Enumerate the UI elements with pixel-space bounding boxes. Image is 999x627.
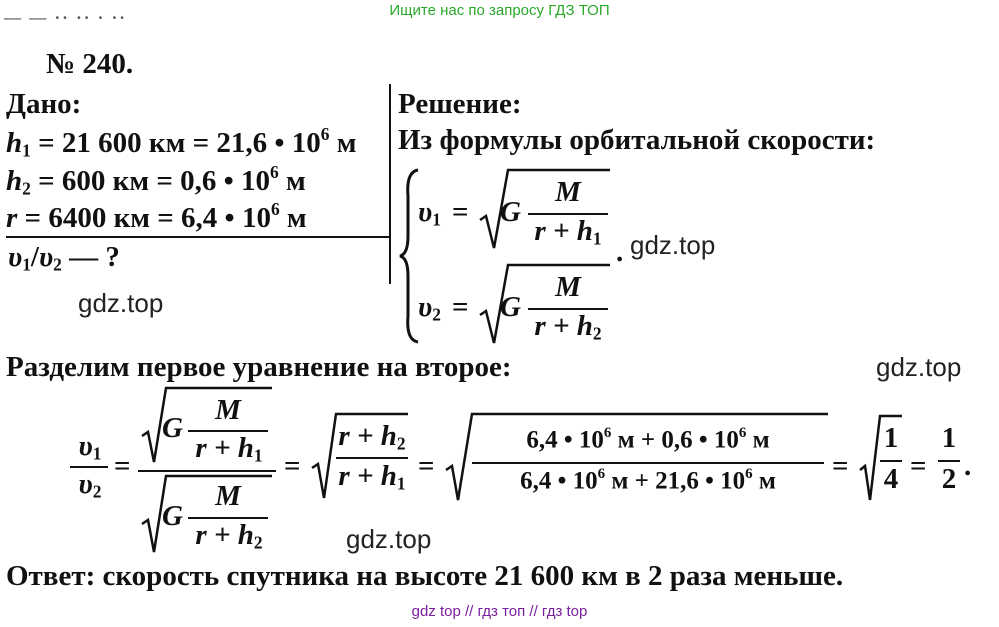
h2-unit: м	[278, 165, 306, 198]
find-v1: υ	[8, 241, 23, 273]
den-part-2: м + 21,6 • 10	[605, 467, 746, 495]
ratio-rh-num	[334, 420, 410, 454]
h1-var: h	[6, 127, 23, 160]
ratio-numeric-bar	[472, 462, 824, 464]
ratio-eq-5: =	[910, 450, 927, 482]
eq1-sub: 1	[432, 209, 441, 230]
eq1-M: M	[555, 176, 581, 208]
eq2-den	[522, 310, 614, 344]
solution-title: Решение:	[398, 88, 522, 120]
eq1-lhs	[418, 196, 441, 230]
ratio-rh-bar	[336, 457, 408, 459]
ratio-v2	[68, 468, 112, 502]
half-den: 2	[941, 463, 957, 495]
eq1-num	[528, 176, 608, 209]
find-slash: /	[30, 241, 39, 273]
ratio-v1	[68, 430, 112, 464]
den-unit: м	[752, 467, 776, 495]
problem-number: № 240.	[46, 48, 134, 80]
eq2-lhs	[418, 291, 441, 325]
solution-intro: Из формулы орбитальной скорости:	[398, 124, 876, 156]
eq1-den-sub: 1	[592, 228, 602, 249]
ratio-num-h1: 1	[253, 445, 263, 466]
ratio-eq-1: =	[114, 450, 131, 482]
given-h1	[6, 124, 356, 162]
watermark: gdz.top	[346, 524, 432, 554]
ratio-v1-sub: 1	[92, 443, 102, 464]
ratio-rh-den-text: r + h	[338, 460, 397, 492]
ratio-eq-4: =	[832, 450, 849, 482]
ratio-v2-v: υ	[78, 468, 93, 500]
eq2-equals: =	[452, 291, 469, 323]
ratio-den-h2: 2	[253, 532, 263, 553]
ratio-numeric-den	[470, 466, 826, 496]
num-exp-2: 6	[738, 425, 747, 441]
find-s1: 1	[22, 254, 31, 275]
ratio-num-den	[184, 432, 274, 466]
ratio-num-M	[188, 394, 268, 427]
ratio-numeric-num	[470, 425, 826, 455]
eq1-equals: =	[452, 196, 469, 228]
previous-page-fragment: — — ·· ·· · ··	[4, 8, 127, 27]
find-v2: υ	[38, 241, 54, 273]
r-unit: м	[279, 202, 307, 235]
eq1-G: G	[500, 196, 521, 228]
eq2-G: G	[500, 291, 521, 323]
answer: Ответ: скорость спутника на высоте 21 600 км в 2 раза меньше.	[6, 560, 844, 592]
r-exp: 6	[270, 199, 280, 219]
eq2-den-sub: 2	[592, 323, 602, 344]
ratio-v1-v: υ	[78, 430, 93, 462]
find-quantity	[8, 241, 120, 275]
h2-exp: 6	[270, 162, 279, 182]
den-part-1: 6,4 • 10	[520, 467, 598, 495]
eq2-sub: 2	[432, 304, 441, 325]
given-title: Дано:	[6, 88, 82, 120]
num-part-1: 6,4 • 10	[526, 426, 604, 454]
ratio-v2-sub: 2	[92, 481, 102, 502]
eq2-den-text: r + h	[534, 310, 593, 342]
half-bar	[938, 460, 960, 462]
footer-links: gdz top // гдз топ // гдз top	[411, 603, 588, 620]
watermark: gdz.top	[78, 288, 164, 318]
h2-var: h	[6, 165, 23, 198]
r-text: = 6400 км = 6,4 • 10	[17, 202, 271, 235]
h1-text: = 21 600 км = 21,6 • 10	[30, 127, 321, 160]
eq1-den-text: r + h	[534, 215, 593, 247]
find-question: — ?	[61, 241, 120, 273]
ratio-rh-den-sub: 1	[396, 473, 406, 494]
h2-sub: 2	[22, 178, 31, 199]
divide-text: Разделим первое уравнение на второе:	[6, 351, 512, 383]
num-unit: м	[746, 426, 770, 454]
num-exp-1: 6	[603, 425, 612, 441]
find-s2: 2	[53, 254, 62, 275]
ratio-den-M	[188, 480, 268, 513]
ratio-num-G: G	[162, 412, 183, 444]
eq1-v: υ	[418, 196, 433, 228]
final-dot: .	[964, 450, 972, 482]
eq-system-dot: .	[616, 236, 624, 268]
num-part-2: м + 0,6 • 10	[611, 426, 739, 454]
quarter-den: 4	[883, 463, 899, 495]
given-h2	[6, 162, 306, 200]
ratio-den-M-text: M	[215, 480, 241, 512]
given-divider	[6, 236, 390, 238]
watermark: gdz.top	[876, 352, 962, 382]
ratio-main-bar	[138, 470, 276, 472]
quarter-bar	[880, 460, 902, 462]
watermark: gdz.top	[630, 230, 716, 260]
ratio-rh-num-sub: 2	[396, 433, 406, 454]
ratio-num-M-text: M	[215, 394, 241, 426]
ratio-rh-num-text: r + h	[338, 420, 397, 452]
den-exp-1: 6	[597, 466, 606, 482]
ratio-eq-2: =	[284, 450, 301, 482]
quarter-num: 1	[883, 422, 899, 454]
eq2-num	[528, 271, 608, 304]
given-r	[6, 199, 307, 235]
h1-sub: 1	[22, 140, 31, 161]
half-num: 1	[941, 422, 957, 454]
ratio-den-rh: r + h	[195, 519, 254, 551]
ratio-den-G: G	[162, 500, 183, 532]
ratio-eq-3: =	[418, 450, 435, 482]
r-var: r	[6, 202, 18, 235]
h2-text: = 600 км = 0,6 • 10	[30, 165, 271, 198]
eq1-den	[522, 215, 614, 249]
eq2-v: υ	[418, 291, 433, 323]
ratio-num-rh: r + h	[195, 432, 254, 464]
den-exp-2: 6	[745, 466, 753, 482]
h1-unit: м	[329, 127, 357, 160]
h1-exp: 6	[320, 124, 330, 144]
ratio-rh-den	[334, 460, 410, 494]
ratio-den-den	[184, 519, 274, 553]
search-banner: Ищите нас по запросу ГДЗ ТОП	[389, 2, 610, 19]
given-vertical-divider	[389, 84, 391, 284]
eq2-M: M	[555, 271, 581, 303]
